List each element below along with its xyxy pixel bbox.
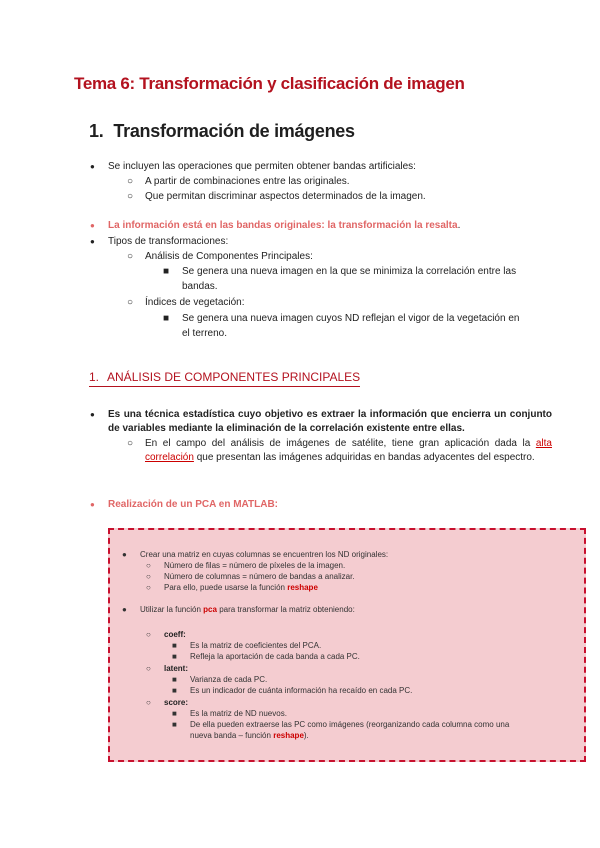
section-number: 1. <box>89 121 104 141</box>
square-bullet: ■ <box>172 709 177 718</box>
document-title: Tema 6: Transformación y clasificación de imagen <box>74 74 465 93</box>
list-item-text: Para ello, puede usarse la función reshape <box>164 583 318 592</box>
sub-bullet: ○ <box>127 438 134 449</box>
list-item-text: Crear una matriz en cuyas columnas se encuentren los ND originales: <box>140 550 389 559</box>
sub-bullet: ○ <box>146 630 151 639</box>
sub-bullet: ○ <box>146 664 151 673</box>
list-item-text: Es una técnica estadística cuyo objetivo es extraer la información que encierra un conjunto de variables mediante la eliminación de la correlación existente entre ellas. <box>108 409 552 434</box>
list-item-text: Es la matriz de coeficientes del PCA. <box>190 641 322 650</box>
list-item: ● <box>90 410 95 419</box>
sub-bullet: ○ <box>127 191 134 202</box>
list-item-text: el terreno. <box>182 328 228 339</box>
section-number: 1. <box>89 370 100 384</box>
square-bullet: ■ <box>163 266 170 277</box>
list-item-text: De ella pueden extraerse las PC como imágenes (reorganizando cada columna como una <box>190 720 510 729</box>
list-item-text: Número de filas = número de píxeles de la imagen. <box>164 561 346 570</box>
sub-bullet: ○ <box>127 297 134 308</box>
list-item-text: nueva banda – función reshape). <box>190 731 309 740</box>
sub-bullet: ○ <box>146 698 151 707</box>
list-item-text: Índices de vegetación: <box>145 297 245 308</box>
list-item-text: En el campo del análisis de imágenes de satélite, tiene gran aplicación dada la alta correlación que presentan las imágenes adquiridas en bandas adyacentes del espectro. <box>145 438 552 463</box>
list-item: ● <box>122 605 127 614</box>
list-item-text: Que permitan discriminar aspectos determinados de la imagen. <box>145 191 426 202</box>
list-item-text: Es un indicador de cuánta información ha recaído en cada PC. <box>190 686 413 695</box>
list-item: ● <box>90 500 95 509</box>
square-bullet: ■ <box>163 313 170 324</box>
list-item: ● <box>122 550 127 559</box>
highlight-text: Realización de un PCA en MATLAB: <box>108 499 279 510</box>
section-heading-text: Transformación de imágenes <box>113 121 355 141</box>
list-item-text: Se incluyen las operaciones que permiten obtener bandas artificiales: <box>108 161 416 172</box>
list-item: ● <box>90 162 95 171</box>
term-coeff: coeff: <box>164 630 186 639</box>
sub-bullet: ○ <box>127 251 134 262</box>
sub-bullet: ○ <box>127 176 134 187</box>
list-item-text: Tipos de transformaciones: <box>108 236 229 247</box>
square-bullet: ■ <box>172 720 177 729</box>
square-bullet: ■ <box>172 641 177 650</box>
list-item-text: Número de columnas = número de bandas a analizar. <box>164 572 355 581</box>
list-item-text: A partir de combinaciones entre las originales. <box>145 176 350 187</box>
square-bullet: ■ <box>172 675 177 684</box>
list-item: ● <box>90 237 95 246</box>
sub-bullet: ○ <box>146 583 151 592</box>
square-bullet: ■ <box>172 652 177 661</box>
list-item-text: Es la matriz de ND nuevos. <box>190 709 287 718</box>
term-score: score: <box>164 698 189 707</box>
list-item-text: Se genera una nueva imagen en la que se minimiza la correlación entre las <box>182 266 517 277</box>
list-item-text: Varianza de cada PC. <box>190 675 268 684</box>
section-heading-text: ANÁLISIS DE COMPONENTES PRINCIPALES <box>107 370 361 384</box>
square-bullet: ■ <box>172 686 177 695</box>
sub-bullet: ○ <box>146 561 151 570</box>
section-heading-pca <box>89 370 360 387</box>
list-item-text: Se genera una nueva imagen cuyos ND reflejan el vigor de la vegetación en <box>182 313 520 324</box>
list-item-text: Análisis de Componentes Principales: <box>145 251 313 262</box>
sub-bullet: ○ <box>146 572 151 581</box>
section-heading-transformacion <box>89 121 355 142</box>
alta-correlacion-link[interactable]: alta correlación <box>145 438 552 463</box>
list-item-text: bandas. <box>182 281 218 292</box>
list-item-text: Utilizar la función pca para transformar la matriz obteniendo: <box>140 605 355 614</box>
list-item: ● <box>90 221 95 230</box>
list-item-text: Refleja la aportación de cada banda a cada PC. <box>190 652 360 661</box>
highlight-text: La información está en las bandas originales: la transformación la resalta. <box>108 220 461 231</box>
term-latent: latent: <box>164 664 188 673</box>
